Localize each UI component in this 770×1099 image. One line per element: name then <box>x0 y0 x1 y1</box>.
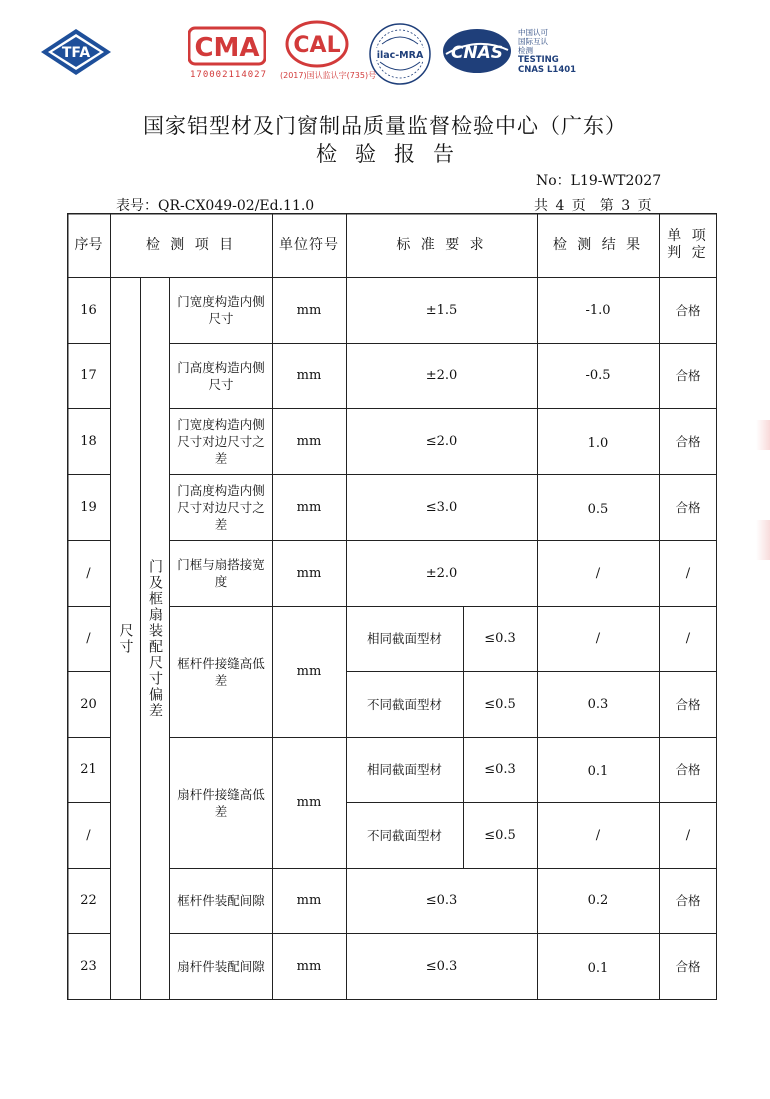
row-18-requirement: ≤2.0 <box>425 433 458 449</box>
row-17-requirement: ±2.0 <box>425 368 458 383</box>
row-20-sub: 不同截面型材 <box>366 696 442 712</box>
row-19-judgement: 合格 <box>675 499 701 515</box>
row-20-seq: 20 <box>80 696 97 712</box>
cnas-caption-line5: CNAS L1401 <box>518 65 577 75</box>
cal-logo-text: CAL <box>293 33 341 58</box>
ilac-logo-text: ilac-MRA <box>376 50 424 61</box>
row-22-judgement: 合格 <box>675 893 701 908</box>
row-17-result: -0.5 <box>585 368 611 383</box>
row-20-judgement: 合格 <box>675 696 701 712</box>
cnas-caption-line3: 检测 <box>518 46 533 55</box>
header-judgement: 单 项判 定 <box>667 228 709 261</box>
row-6-seq: / <box>86 631 91 646</box>
row-23-unit: mm <box>296 959 322 974</box>
row-17-judgement: 合格 <box>675 368 701 383</box>
row-17-seq: 17 <box>80 368 97 383</box>
row-16-item: 门宽度构造内侧尺寸 <box>177 294 265 326</box>
row-5-judgement: / <box>685 565 691 581</box>
row-19-seq: 19 <box>80 499 97 515</box>
frame-joint-step-unit: mm <box>296 664 322 679</box>
header-seq: 序号 <box>74 236 103 253</box>
row-6-sub: 相同截面型材 <box>366 631 442 646</box>
row-22-item: 框杆件装配间隙 <box>177 893 265 908</box>
header-requirement: 标 准 要 求 <box>396 236 487 253</box>
sash-joint-step-unit: mm <box>296 795 322 810</box>
seal-edge-mark <box>756 420 770 450</box>
report-subtitle: 检验报告 <box>316 142 472 166</box>
cma-logo <box>188 26 266 66</box>
cma-logo-text: CMA <box>194 33 260 63</box>
row-17-item: 门高度构造内侧尺寸 <box>177 359 265 392</box>
header-result: 检 测 结 果 <box>552 236 644 253</box>
row-20-result: 0.3 <box>587 696 609 712</box>
report-number: No：L19-WT2027 <box>536 173 662 189</box>
row-22-unit: mm <box>296 893 322 908</box>
cal-logo <box>285 20 349 68</box>
cnas-logo-text: CNAS <box>450 43 504 63</box>
sash-joint-step-item: 扇杆件接缝高低差 <box>177 786 265 819</box>
row-22-seq: 22 <box>80 893 97 908</box>
row-21-requirement: ≤0.3 <box>484 762 516 777</box>
row-19-unit: mm <box>296 499 322 515</box>
row-22-result: 0.2 <box>587 893 609 908</box>
form-number: 表号：QR-CX049-02/Ed.11.0 <box>116 198 315 214</box>
row-19-item: 门高度构造内侧尺寸对边尺寸之差 <box>177 482 265 532</box>
row-16-result: -1.0 <box>585 302 611 318</box>
row-9-seq: / <box>86 827 91 843</box>
row-19-requirement: ≤3.0 <box>425 499 458 515</box>
row-23-item: 扇杆件装配间隙 <box>177 959 265 974</box>
row-18-unit: mm <box>296 433 322 449</box>
page-info: 共 4 页 第 3 页 <box>534 198 652 214</box>
row-23-result: 0.1 <box>587 961 609 976</box>
row-21-result: 0.1 <box>587 764 609 779</box>
row-20-requirement: ≤0.5 <box>484 696 516 712</box>
header-logos <box>0 18 770 88</box>
row-18-item: 门宽度构造内侧尺寸对边尺寸之差 <box>177 416 265 466</box>
inspection-table <box>67 213 717 1000</box>
row-23-requirement: ≤0.3 <box>425 959 458 974</box>
cnas-caption <box>518 28 576 75</box>
row-9-judgement: / <box>685 827 691 843</box>
row-17-unit: mm <box>296 368 322 383</box>
report-title: 国家铝型材及门窗制品质量监督检验中心（广东） <box>143 114 627 138</box>
row-21-seq: 21 <box>80 762 97 777</box>
cnas-caption-line1: 中国认可 <box>518 28 548 37</box>
frame-joint-step-item: 框杆件接缝高低差 <box>177 655 265 688</box>
header-item: 检 测 项 目 <box>145 236 237 253</box>
row-9-sub: 不同截面型材 <box>366 827 442 843</box>
tfa-logo-text: TFA <box>61 45 91 61</box>
cal-number: (2017)国认监认字(735)号 <box>280 71 377 80</box>
cnas-caption-line4: TESTING <box>518 55 559 65</box>
ilac-mra-logo <box>368 22 432 86</box>
row-18-result: 1.0 <box>587 435 609 451</box>
row-22-requirement: ≤0.3 <box>425 893 458 908</box>
row-5-requirement: ±2.0 <box>425 565 458 581</box>
row-21-judgement: 合格 <box>675 762 701 777</box>
cnas-caption-line2: 国际互认 <box>518 37 548 46</box>
row-16-unit: mm <box>296 302 322 318</box>
cnas-logo <box>442 28 512 74</box>
row-5-item: 门框与扇搭接宽度 <box>177 557 265 589</box>
row-16-requirement: ±1.5 <box>425 302 458 318</box>
tfa-logo <box>40 28 112 76</box>
row-9-result: / <box>595 827 601 843</box>
row-18-judgement: 合格 <box>675 433 701 449</box>
subcategory-assembly-deviation: 门及框扇装配尺寸偏差 <box>147 558 163 719</box>
row-5-unit: mm <box>296 565 322 581</box>
row-23-judgement: 合格 <box>675 959 701 974</box>
row-6-requirement: ≤0.3 <box>484 631 516 646</box>
row-16-seq: 16 <box>80 302 97 318</box>
row-23-seq: 23 <box>80 959 97 974</box>
cma-number: 170002114027 <box>190 70 268 80</box>
header-unit: 单位符号 <box>279 236 339 253</box>
category-size: 尺寸 <box>117 622 134 655</box>
row-5-result: / <box>595 565 601 581</box>
row-19-result: 0.5 <box>587 501 609 517</box>
row-6-result: / <box>595 631 601 646</box>
row-18-seq: 18 <box>80 433 97 449</box>
row-9-requirement: ≤0.5 <box>484 827 516 843</box>
row-6-judgement: / <box>685 631 691 646</box>
row-16-judgement: 合格 <box>675 302 701 318</box>
row-21-sub: 相同截面型材 <box>366 762 442 777</box>
seal-edge-mark <box>756 520 770 560</box>
row-5-seq: / <box>86 565 91 581</box>
